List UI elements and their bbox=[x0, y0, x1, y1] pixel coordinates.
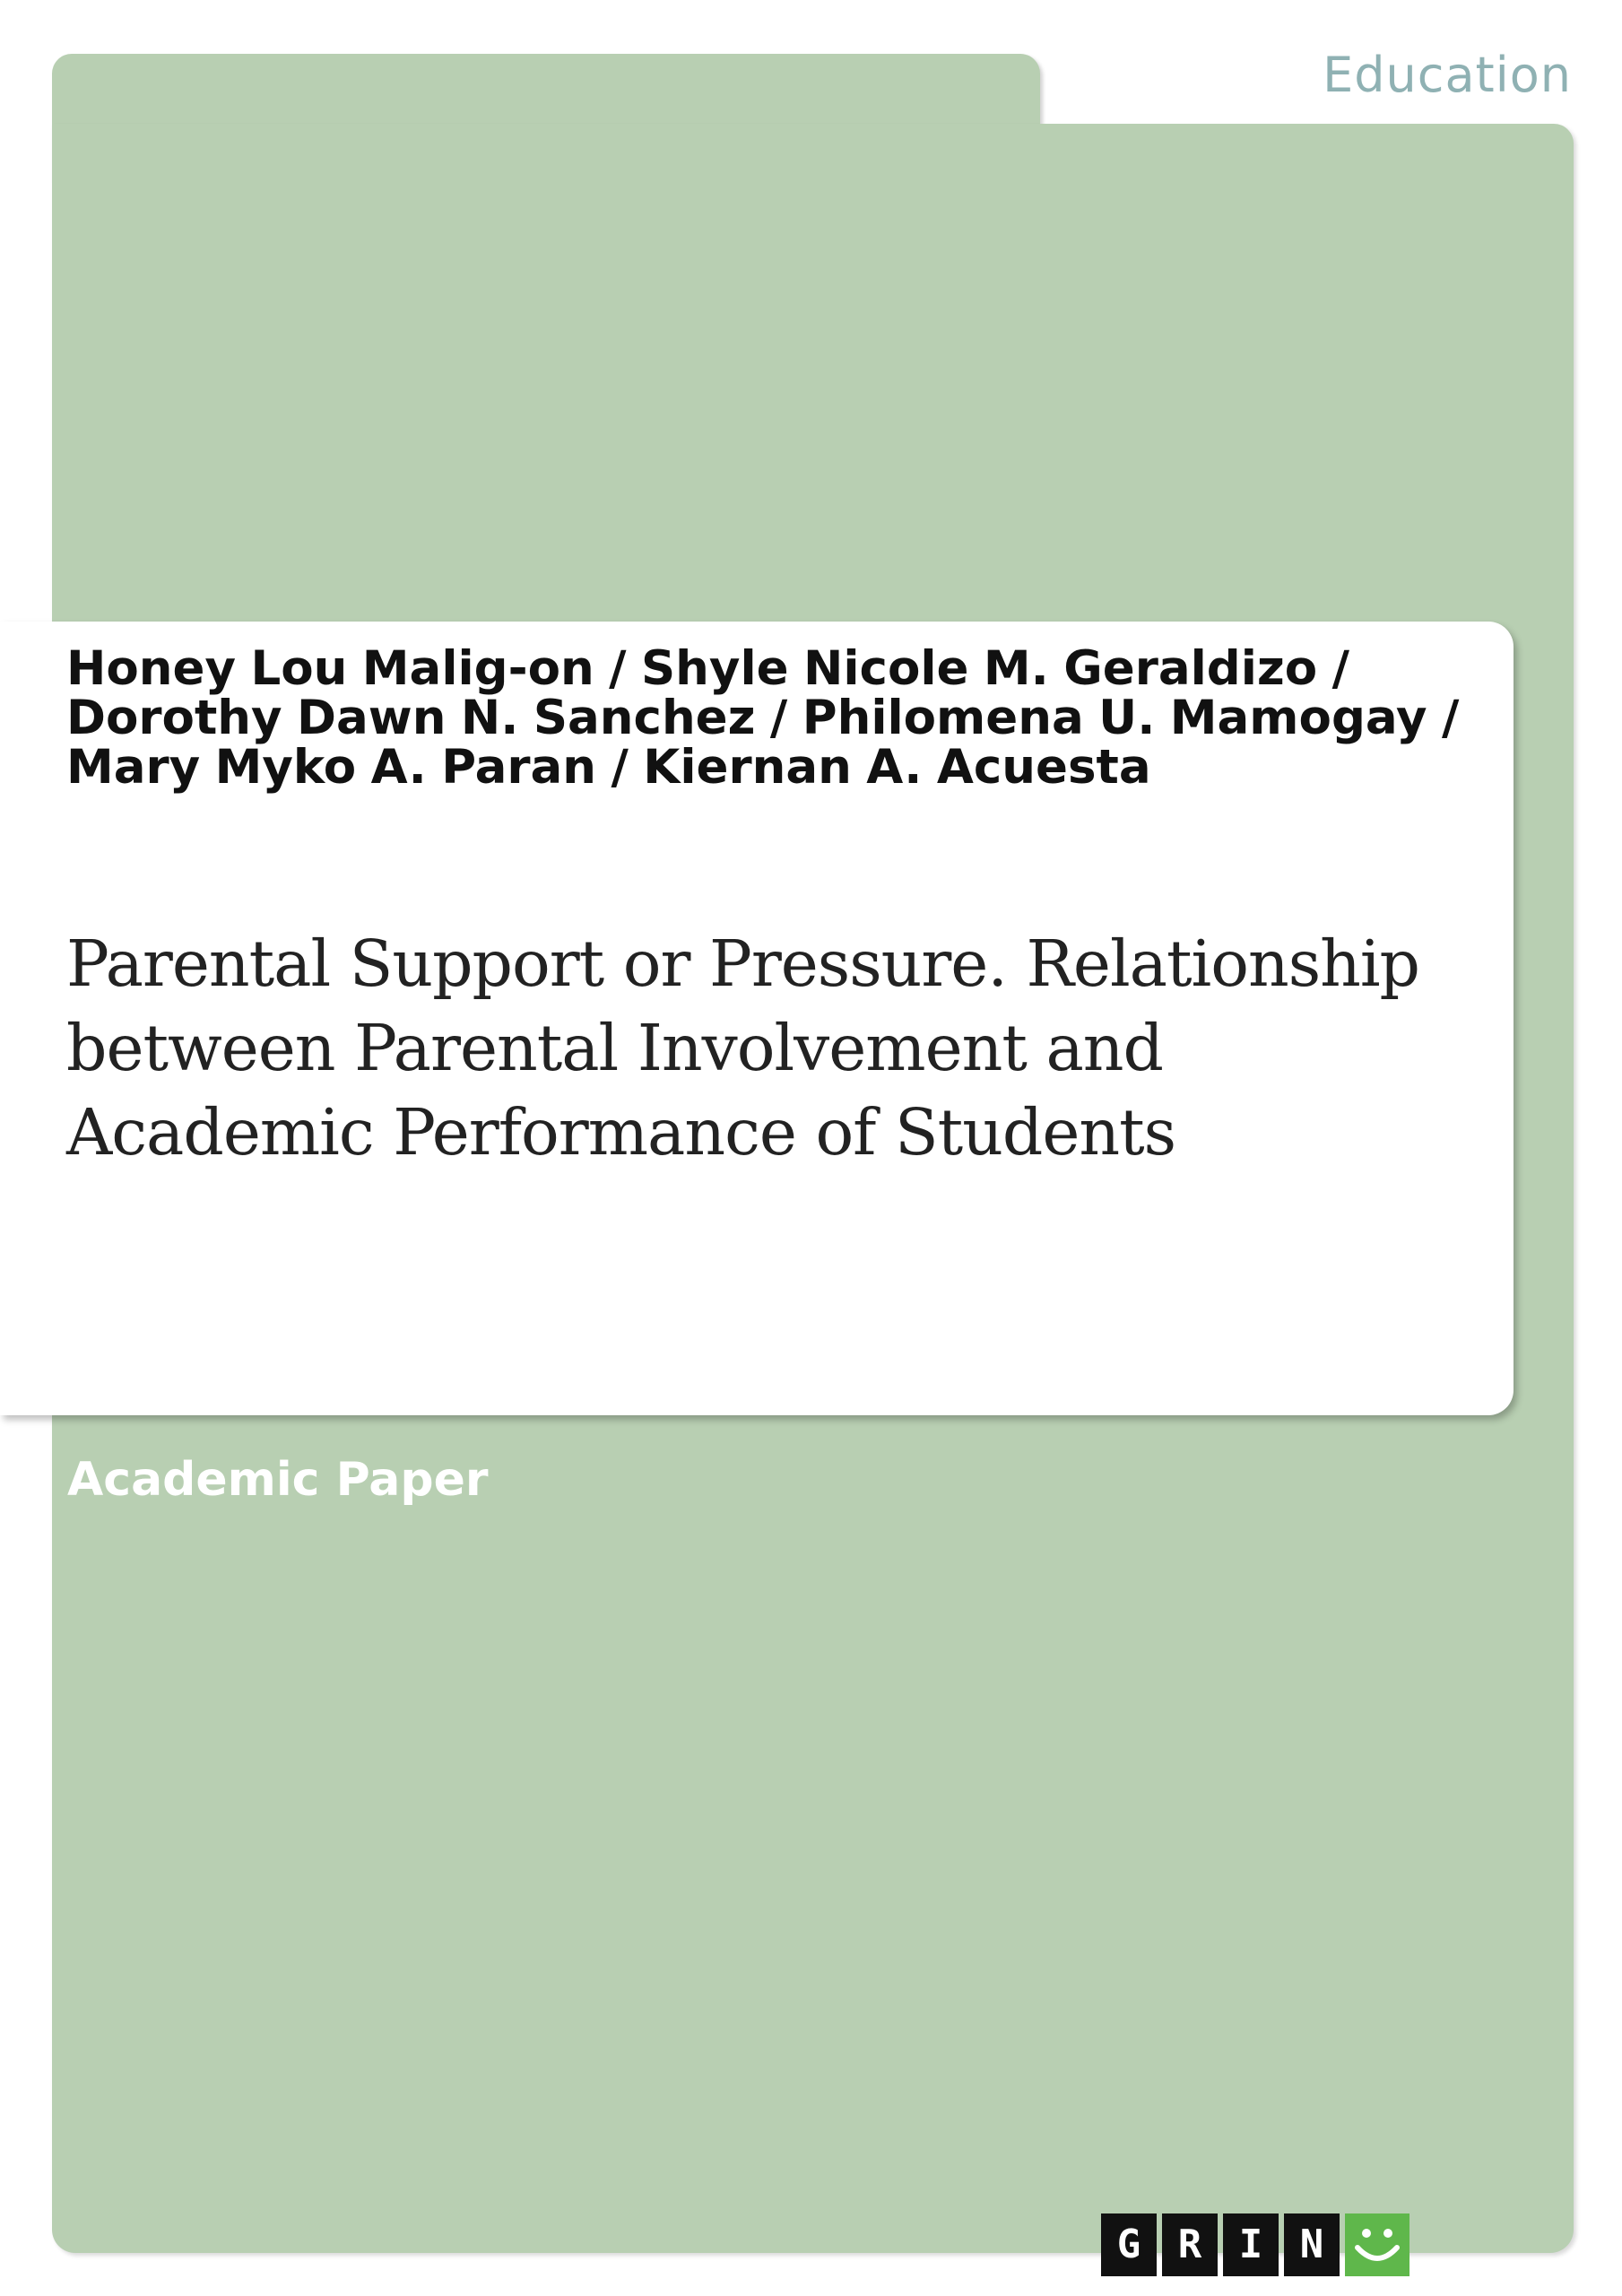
logo-letter-i: I bbox=[1223, 2213, 1279, 2276]
authors-list: Honey Lou Malig-on / Shyle Nicole M. Geraldizo / Dorothy Dawn N. Sanchez / Philomena U. Mamogay / Mary Myko A. Paran / Kiernan A. Acuesta bbox=[66, 641, 1460, 795]
logo-letter-n: N bbox=[1284, 2213, 1340, 2276]
document-title: Parental Support or Pressure. Relationship between Parental Involvement and Academic Performance of Students bbox=[66, 926, 1420, 1170]
publisher-logo bbox=[1101, 2213, 1409, 2276]
document-type-label: Academic Paper bbox=[67, 1453, 489, 1507]
logo-letter-r: R bbox=[1162, 2213, 1218, 2276]
category-label: Education bbox=[1323, 47, 1572, 103]
logo-letter-g: G bbox=[1101, 2213, 1157, 2276]
smiley-icon bbox=[1345, 2213, 1409, 2276]
